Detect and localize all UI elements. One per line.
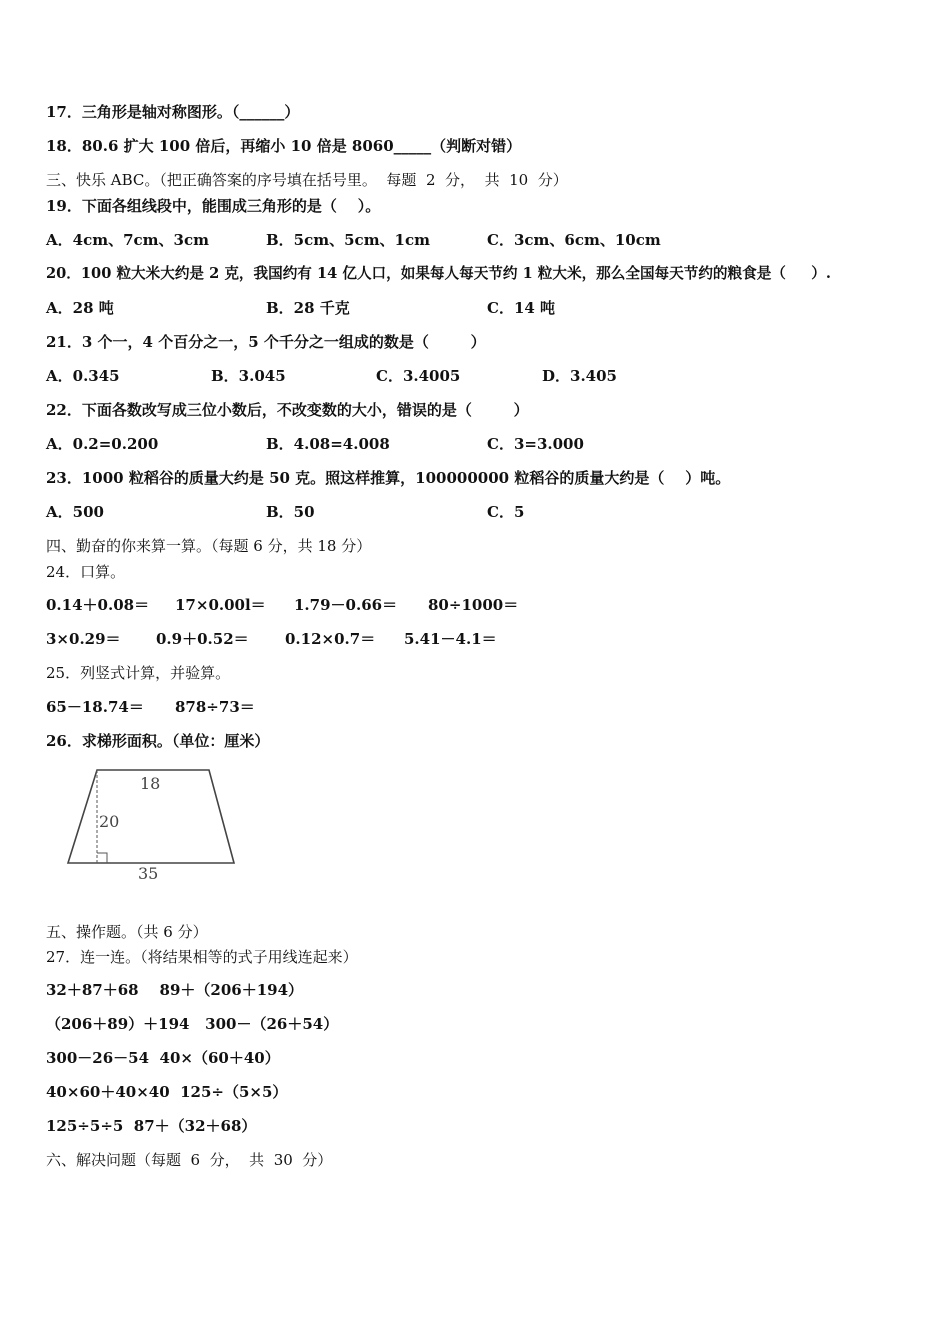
q21-option-b: B．3.045 <box>211 367 286 385</box>
question-17: 17．三角形是轴对称图形。（______） <box>46 103 300 121</box>
mental-calc-item: 0.9＋0.52＝ <box>156 630 249 648</box>
question-27-stem: 27．连一连。（将结果相等的式子用线连起来） <box>46 948 358 966</box>
matching-row: （206＋89）＋194 300－（26＋54） <box>46 1015 339 1033</box>
height-label: 20 <box>99 812 120 831</box>
q20-option-b: B．28 千克 <box>266 299 350 317</box>
top-base-label: 18 <box>140 774 161 793</box>
q20-option-a: A．28 吨 <box>46 299 114 317</box>
q22-option-b: B．4.08=4.008 <box>266 435 390 453</box>
matching-row: 32＋87＋68 89＋（206＋194） <box>46 981 304 999</box>
section-5-heading: 五、操作题。（共 6 分） <box>46 923 208 941</box>
q21-option-c: C．3.4005 <box>376 367 461 385</box>
question-19-stem: 19．下面各组线段中，能围成三角形的是（ ）。 <box>46 197 381 215</box>
question-22-stem: 22．下面各数改写成三位小数后，不改变数的大小，错误的是（ ） <box>46 401 529 419</box>
matching-row: 40×60＋40×40 125÷（5×5） <box>46 1083 288 1101</box>
matching-row: 300－26－54 40×（60＋40） <box>46 1049 280 1067</box>
mental-calc-item: 1.79－0.66＝ <box>294 596 398 614</box>
q23-option-a: A．500 <box>46 503 104 521</box>
q19-option-a: A．4cm、7cm、3cm <box>46 231 209 249</box>
vertical-calc-item: 65－18.74＝ <box>46 698 144 716</box>
mental-calc-item: 0.14＋0.08＝ <box>46 596 150 614</box>
q23-option-b: B．50 <box>266 503 315 521</box>
mental-calc-item: 0.12×0.7＝ <box>285 630 376 648</box>
q21-option-d: D．3.405 <box>542 367 617 385</box>
mental-calc-item: 3×0.29＝ <box>46 630 121 648</box>
question-21-stem: 21．3 个一，4 个百分之一，5 个千分之一组成的数是（ ） <box>46 333 486 351</box>
q21-option-a: A．0.345 <box>46 367 120 385</box>
mental-calc-item: 80÷1000＝ <box>428 596 519 614</box>
section-3-heading: 三、快乐 ABC。（把正确答案的序号填在括号里。 每题 2 分， 共 10 分） <box>46 171 568 189</box>
section-4-heading: 四、勤奋的你来算一算。（每题 6 分，共 18 分） <box>46 537 372 555</box>
bottom-base-label: 35 <box>138 864 159 883</box>
question-25-stem: 25．列竖式计算，并验算。 <box>46 664 231 682</box>
question-26-stem: 26．求梯形面积。（单位：厘米） <box>46 732 270 750</box>
q23-option-c: C．5 <box>487 503 525 521</box>
question-18: 18．80.6 扩大 100 倍后，再缩小 10 倍是 8060_____（判断对错） <box>46 137 522 155</box>
q22-option-c: C．3=3.000 <box>487 435 584 453</box>
trapezoid-figure <box>60 762 260 891</box>
q20-option-c: C．14 吨 <box>487 299 556 317</box>
mental-calc-item: 5.41－4.1＝ <box>404 630 497 648</box>
vertical-calc-item: 878÷73＝ <box>175 698 255 716</box>
matching-row: 125÷5÷5 87＋（32＋68） <box>46 1117 257 1135</box>
q19-option-c: C．3cm、6cm、10cm <box>487 231 661 249</box>
right-angle-mark <box>97 853 107 863</box>
mental-calc-item: 17×0.00l＝ <box>175 596 266 614</box>
q22-option-a: A．0.2=0.200 <box>46 435 159 453</box>
q19-option-b: B．5cm、5cm、1cm <box>266 231 431 249</box>
question-20-stem: 20．100 粒大米大约是 2 克，我国约有 14 亿人口，如果每人每天节约 1 粒大米，那么全国每天节约的粮食是（ ）. <box>46 265 831 282</box>
question-24-stem: 24．口算。 <box>46 563 126 581</box>
question-23-stem: 23．1000 粒稻谷的质量大约是 50 克。照这样推算，100000000 粒稻谷的质量大约是（ ）吨。 <box>46 469 731 487</box>
section-6-heading: 六、解决问题（每题 6 分， 共 30 分） <box>46 1151 333 1169</box>
